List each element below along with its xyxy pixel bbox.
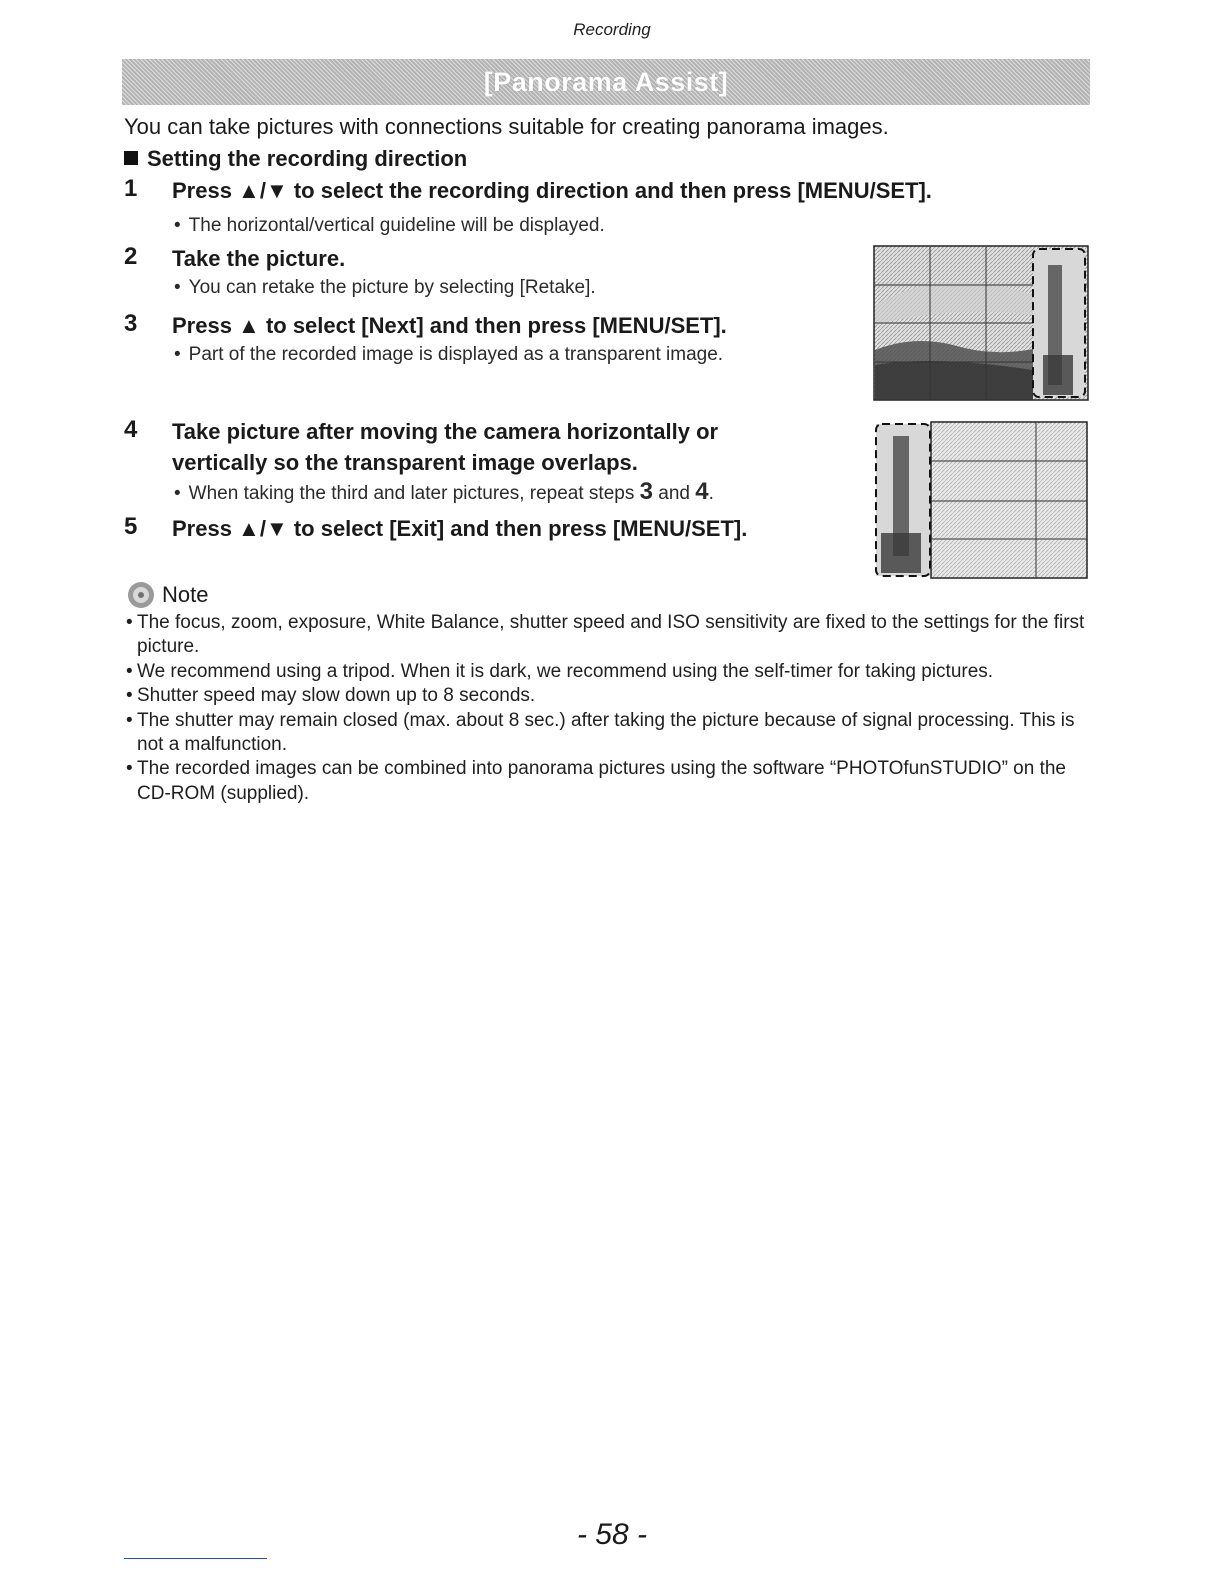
step-1-sub: • The horizontal/vertical guideline will be displayed. — [174, 215, 605, 236]
note-item: • Shutter speed may slow down up to 8 seconds. — [126, 684, 1086, 708]
step-4-text: Take picture after moving the camera horizontally or vertically so the transparent image overlaps. — [172, 419, 719, 475]
panorama-screen-illustration-2 — [873, 421, 1089, 579]
note-list — [126, 611, 1086, 806]
page-title: [Panorama Assist] — [483, 66, 729, 97]
step-3-text: Press ▲ to select [Next] and then press [MENU/SET]. — [172, 313, 727, 338]
note-item: • The shutter may remain closed (max. about 8 sec.) after taking the picture because of signal processing. This is not a malfunction. — [126, 709, 1086, 758]
section-heading — [124, 146, 467, 172]
running-header: Recording — [573, 20, 651, 39]
step-number-1: 1 — [124, 175, 138, 202]
note-item: • The focus, zoom, exposure, White Balance, shutter speed and ISO sensitivity are fixed to the settings for the first picture. — [126, 611, 1086, 660]
section-heading-text: Setting the recording direction — [147, 146, 468, 171]
page-number: - 58 - — [576, 1518, 648, 1551]
section-title-bar — [122, 59, 1090, 105]
step-2-text: Take the picture. — [172, 246, 346, 271]
note-item: • The recorded images can be combined into panorama pictures using the software “PHOTOfunSTUDIO” on the CD-ROM (supplied). — [126, 757, 1086, 806]
note-icon — [126, 580, 156, 610]
panorama-screen-illustration-1 — [873, 245, 1089, 401]
step-5-text: Press ▲/▼ to select [Exit] and then press [MENU/SET]. — [172, 516, 748, 541]
step-number-4: 4 — [124, 416, 138, 443]
footer-rule — [124, 1558, 267, 1559]
square-bullet-icon — [124, 151, 138, 165]
note-heading — [126, 580, 208, 610]
step-number-2: 2 — [124, 243, 138, 270]
note-item: • We recommend using a tripod. When it is dark, we recommend using the self-timer for taking pictures. — [126, 660, 1086, 684]
step-4-sub: • When taking the third and later pictures, repeat steps 3 and 4. — [174, 478, 714, 505]
step-3-sub: • Part of the recorded image is displayed as a transparent image. — [174, 344, 724, 365]
step-2-sub: • You can retake the picture by selecting [Retake]. — [174, 277, 596, 298]
step-number-3: 3 — [124, 310, 138, 337]
intro-text: You can take pictures with connections suitable for creating panorama images. — [124, 114, 889, 139]
note-heading-text: Note — [162, 582, 209, 607]
step-number-5: 5 — [124, 513, 138, 540]
step-1-text: Press ▲/▼ to select the recording direction and then press [MENU/SET]. — [172, 178, 932, 203]
